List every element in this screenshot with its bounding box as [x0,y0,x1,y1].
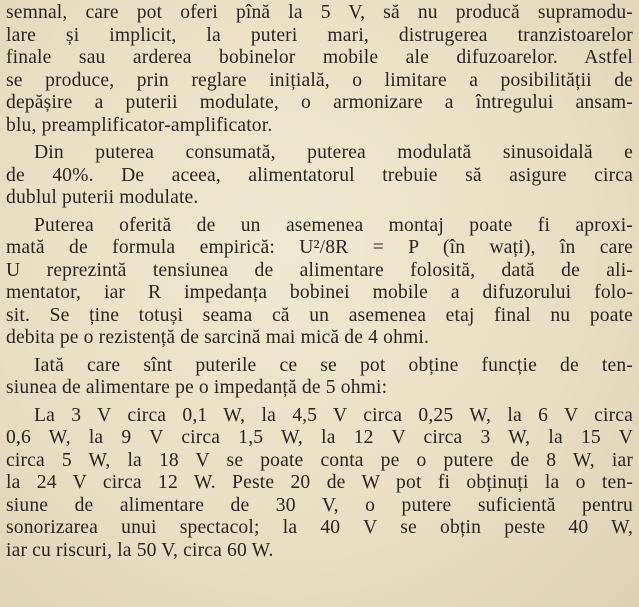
text-line: La 3 V circa 0,1 W, la 4,5 V circa 0,25 W, la 6 V circa [34,404,633,426]
text-line: Din puterea consumată, puterea modulată sinusoidală e [34,142,633,163]
paragraph-2 [6,142,633,210]
paragraph-5 [6,405,633,563]
text-line: siune de alimentare de 30 V, o putere suficientă pentru [6,494,633,516]
text-line: circa 5 W, la 18 V se poate conta pe o putere de 8 W, iar [6,449,633,471]
text-line: depășire a puterii modulate, o armonizare a întregului ansam- [6,92,633,113]
text-line: siunea de alimentare pe o impedanță de 5 ohmi: [6,377,388,398]
text-line: semnal, care pot oferi pînă la 5 V, să nu producă supramodu- [6,2,633,23]
text-line: iar cu riscuri, la 50 V, circa 60 W. [6,539,274,561]
text-line: finale sau arderea bobinelor mobile ale difuzoarelor. Astfel [6,47,633,68]
text-line: lare și implicit, la puteri mari, distrugerea tranzistoarelor [6,24,633,46]
text-line: 0,6 W, la 9 V circa 1,5 W, la 12 V circa 3 W, la 15 V [6,427,633,448]
text-line: Puterea oferită de un asemenea montaj poate fi aproxi- [34,214,633,236]
text-line: la 24 V circa 12 W. Peste 20 de W pot fi obținuți la o ten- [6,472,633,493]
text-line: Iată care sînt puterile ce se pot obține funcție de ten- [34,354,633,376]
text-line: dublul puterii modulate. [6,187,199,208]
text-line: de 40%. De aceea, alimentatorul trebuie să asigure circa [6,164,633,186]
text-line: U reprezintă tensiunea de alimentare folosită, dată de ali- [6,259,633,281]
paragraph-3 [6,215,633,350]
text-line: sonorizarea unui spectacol; la 40 V se obțin peste 40 W, [6,517,633,538]
text-line: sit. Se ține totuși seama că un asemenea etaj final nu poate [6,304,633,326]
text-line: mentator, iar R impedanța bobinei mobile a difuzorului folo- [6,282,633,303]
text-line: mată de formula empirică: U²/8R = P (în wați), în care [6,237,633,258]
text-line: blu, preamplificator-amplificator. [6,114,273,136]
paragraph-1 [6,2,633,137]
text-line: debita pe o rezistență de sarcină mai mică de 4 ohmi. [6,327,430,348]
paragraph-4 [6,355,633,400]
text-line: se produce, prin reglare inițială, o limitare a posibilității de [6,69,633,91]
